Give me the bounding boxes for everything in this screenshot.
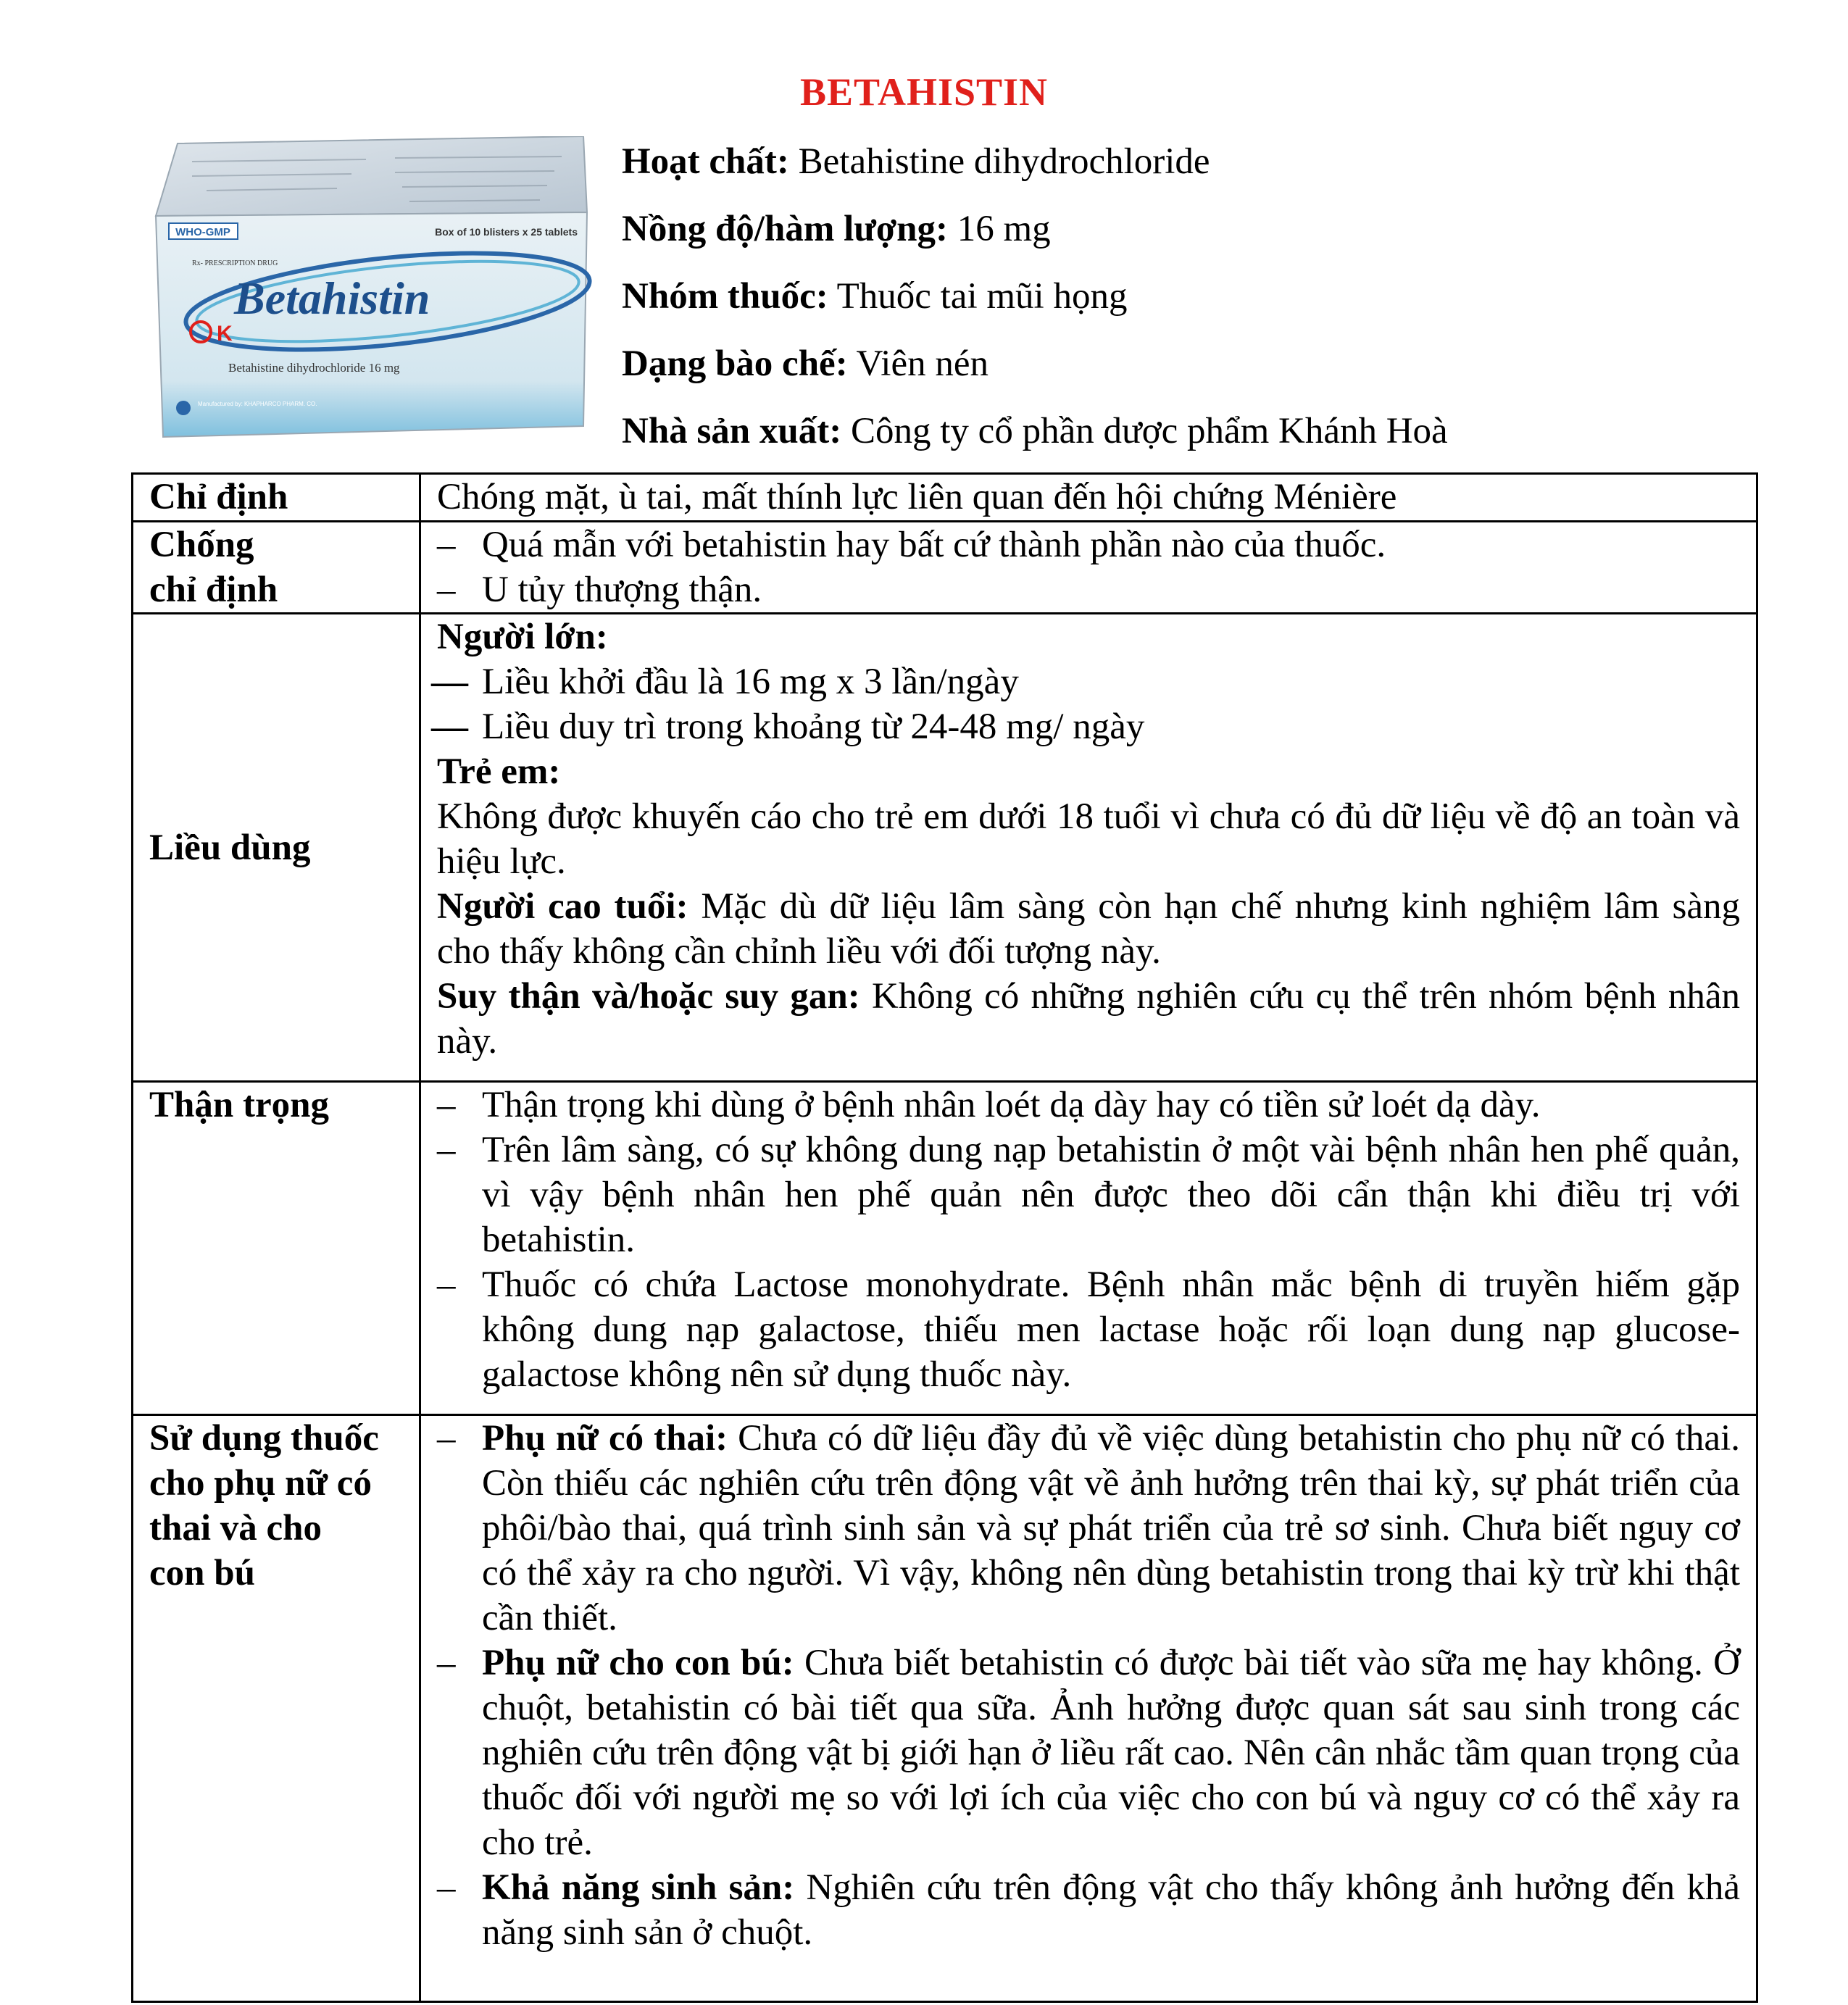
table-row [133,614,1757,1082]
list-item: — Liều duy trì trong khoảng từ 24-48 mg/ ngày [437,704,1740,749]
child-heading: Trẻ em: [437,751,561,792]
info-active-ingredient: Hoạt chất: Betahistine dihydrochloride [622,141,1210,182]
table-row [133,522,1757,614]
table-row [133,1415,1757,2002]
list-item: – Thuốc có chứa Lactose monohydrate. Bệnh nhân mắc bệnh di truyền hiếm gặp không dung nạp galactose, thiếu men lactase hoặc rối loạn dung nạp glucose-galactose không nên sử dụng thuốc này. [437,1262,1740,1397]
info-manufacturer: Nhà sản xuất: Công ty cổ phần dược phẩm Khánh Hoà [622,411,1448,451]
list-item: – Khả năng sinh sản: Nghiên cứu trên động vật cho thấy không ảnh hưởng đến khả năng sinh sản ở chuột. [437,1865,1740,1955]
list-item: – Quá mẫn với betahistin hay bất cứ thành phần nào của thuốc. [437,522,1740,567]
brand-name: Betahistin [234,272,430,324]
table-row [133,1082,1757,1415]
list-item: – Trên lâm sàng, có sự không dung nạp betahistin ở một vài bệnh nhân hen phế quản, vì vậy bệnh nhân hen phế quản nên được theo dõi cẩn thận khi điều trị với betahistin. [437,1127,1740,1262]
info-strength: Nồng độ/hàm lượng: 16 mg [622,209,1051,249]
list-item: — Liều khởi đầu là 16 mg x 3 lần/ngày [437,659,1740,704]
svg-text:K: K [217,322,233,346]
who-gmp-text: WHO-GMP [175,226,230,238]
list-item: – Thận trọng khi dùng ở bệnh nhân loét dạ dày hay có tiền sử loét dạ dày. [437,1083,1740,1127]
drug-info-table [131,472,1758,2003]
rx-label: Rx- PRESCRIPTION DRUG [192,259,278,267]
label-contraindication: Chống chỉ định [133,522,420,614]
list-item: – U tủy thượng thận. [437,567,1740,612]
product-box-image [149,136,605,441]
precautions-list [420,1082,1757,1415]
table-row [133,474,1757,522]
pregnancy-list [420,1415,1757,2002]
label-pregnancy: Sử dụng thuốc cho phụ nữ có thai và cho con bú [133,1415,420,2002]
info-drug-group: Nhóm thuốc: Thuốc tai mũi họng [622,276,1128,317]
label-dosage: Liều dùng [133,614,420,1082]
box-count-text: Box of 10 blisters x 25 tablets [435,226,578,238]
label-precautions: Thận trọng [133,1082,420,1415]
label-indication: Chỉ định [133,474,420,522]
product-info [622,136,1781,473]
child-text: Không được khuyến cáo cho trẻ em dưới 18 tuổi vì chưa có đủ dữ liệu về độ an toàn và hiệu lực. [437,796,1740,882]
contraindication-list [420,522,1757,614]
box-manufacturer: Manufactured by: KHAPHARCO PHARM. CO. [198,401,317,407]
elderly-paragraph: Người cao tuổi: Mặc dù dữ liệu lâm sàng còn hạn chế nhưng kinh nghiệm lâm sàng cho thấy không cần chỉnh liều với đối tượng này. [437,886,1740,972]
box-subtitle: Betahistine dihydrochloride 16 mg [228,361,400,375]
page-title: BETAHISTIN [799,70,1049,114]
dosage-content [420,614,1757,1082]
renal-paragraph: Suy thận và/hoặc suy gan: Không có những nghiên cứu cụ thể trên nhóm bệnh nhân này. [437,976,1740,1062]
indication-text: Chóng mặt, ù tai, mất thính lực liên quan đến hội chứng Ménière [420,474,1757,522]
adult-heading: Người lớn: [437,617,608,657]
list-item: – Phụ nữ cho con bú: Chưa biết betahistin có được bài tiết vào sữa mẹ hay không. Ở chuột, betahistin có bài tiết qua sữa. Ảnh hưởng được quan sát sau sinh trong các nghiên cứu trên động vật bị giới hạn ở liều rất cao. Nên cân nhắc tầm quan trọng của thuốc đối với người mẹ so với lợi ích của việc cho con bú và nguy cơ có thể xảy ra cho trẻ. [437,1641,1740,1865]
list-item: – Phụ nữ có thai: Chưa có dữ liệu đầy đủ về việc dùng betahistin cho phụ nữ có thai. Còn thiếu các nghiên cứu trên động vật về ảnh hưởng trên thai kỳ, sự phát triển của phôi/bào thai, quá trình sinh sản và sự phát triển của trẻ sơ sinh. Chưa biết nguy cơ có thể xảy ra cho người. Vì vậy, không nên dùng betahistin trong thai kỳ trừ khi thật cần thiết. [437,1416,1740,1641]
info-dosage-form: Dạng bào chế: Viên nén [622,343,988,384]
